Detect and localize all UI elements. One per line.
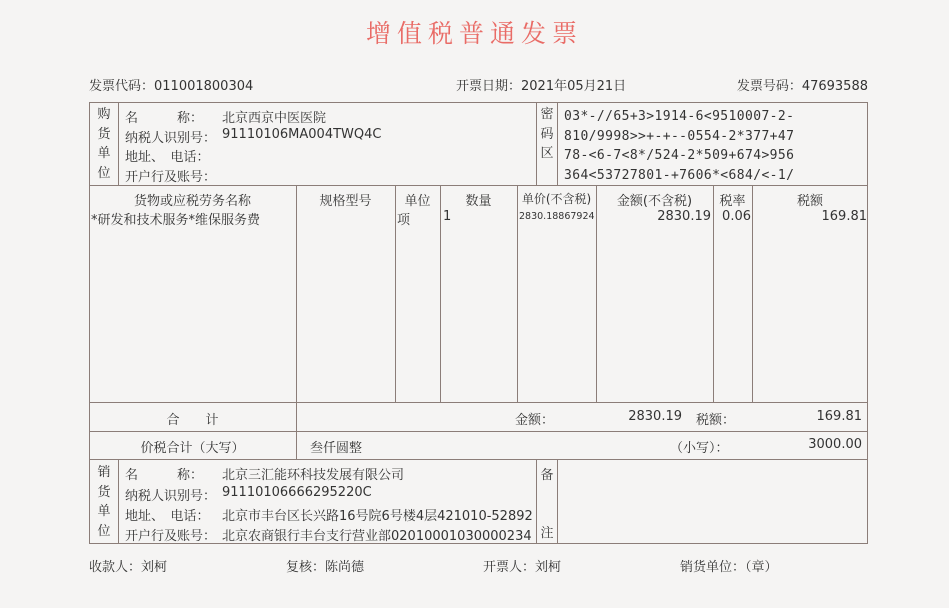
invoice-title: 增值税普通发票 [365,19,583,48]
rule-remarks-label-col [557,459,558,544]
invoice-date [456,75,626,94]
cipher-area-label: 密码区 [540,107,554,161]
rule-total-bottom [89,431,868,432]
payee-value: 刘柯 [141,560,168,575]
remarks-label-char: 备 [540,468,554,483]
footer-payee [89,556,167,575]
drawer-value: 刘柯 [535,560,562,575]
seller-section-label: 销货单位 [97,465,111,539]
invoice-code-label: 发票代码： [89,79,155,94]
rule-col-unit [440,185,441,402]
rule-grandtotal-bottom [89,459,868,460]
grand-total-label: 价税合计（大写） [140,441,245,456]
col-header-rate: 税率 [719,194,746,209]
item-name: *研发和技术服务*维保服务费 [91,213,261,228]
grand-total-small-label: （小写）： [670,441,729,456]
rule-col-spec [395,185,396,402]
buyer-name-label: 名 称： [125,111,204,126]
rule-seller-label-col [118,459,119,544]
invoice-number-value: 47693588 [801,79,868,94]
footer-drawer [483,556,561,575]
payee-label: 收款人： [89,560,142,575]
totals-amount-label: 金额： [515,413,555,428]
reviewer-label: 复核： [286,560,326,575]
item-qty: 1 [443,209,452,224]
invoice-code [89,75,253,94]
rule-col-name [296,185,297,431]
col-header-name: 货物或应税劳务名称 [133,194,251,209]
seller-tax-id-label: 纳税人识别号： [125,489,217,504]
seller-name-label: 名 称： [125,468,204,483]
cipher-line: 03*-//65+3>1914-6<9510007-2- [564,109,795,124]
item-tax: 169.81 [821,209,867,224]
col-header-qty: 数量 [465,194,492,209]
rule-col-qty [517,185,518,402]
buyer-tax-id-label: 纳税人识别号： [125,131,217,146]
col-header-unit: 单位 [404,194,431,209]
reviewer-value: 陈尚德 [325,560,365,575]
footer-reviewer [286,556,364,575]
buyer-section-label: 购货单位 [97,107,111,181]
buyer-name: 北京西京中医医院 [222,111,327,126]
rule-cipher-label-col [557,102,558,185]
remarks-label [537,464,557,540]
cipher-line: 78-<6-7<8*/524-2*509+674>956 [564,148,795,163]
item-price: 2830.18867924 [519,211,595,222]
buyer-bank-label: 开户行及账号： [125,170,217,185]
rule-grandtotal-col [296,431,297,459]
seller-tax-id: 91110106666295220C [222,485,372,500]
item-rate: 0.06 [722,209,751,224]
invoice-number-label: 发票号码： [736,79,802,94]
cipher-code [564,107,794,185]
item-unit: 项 [397,213,411,228]
buyer-tax-id: 91110106MA004TWQ4C [222,127,382,142]
totals-tax-label: 税额： [696,413,736,428]
cipher-line: 364<53727801-+7606*<684/<-1/ [564,167,795,183]
grand-total-words: 叁仟圆整 [310,441,363,456]
rule-buyer-label-col [118,102,119,185]
drawer-label: 开票人： [483,560,536,575]
seller-bank-label: 开户行及账号： [125,529,217,544]
rule-items-bottom [89,402,868,403]
invoice-number [737,75,868,94]
seller-address-label: 地址、 电话： [125,509,210,524]
col-header-price: 单价(不含税) [521,192,592,206]
buyer-address-label: 地址、 电话： [125,150,210,165]
totals-amount: 2830.19 [628,409,682,424]
item-amount: 2830.19 [657,209,711,224]
seller-name: 北京三汇能环科技发展有限公司 [222,468,405,483]
totals-tax: 169.81 [816,409,862,424]
grand-total-small: 3000.00 [808,437,862,452]
invoice-date-value: 2021年05月21日 [521,79,627,94]
cipher-line: 810/9998>>+-+--0554-2*377+47 [564,128,795,144]
invoice-date-label: 开票日期： [456,79,522,94]
col-header-tax: 税额 [796,194,823,209]
remarks-label-char: 注 [540,526,554,541]
seller-bank: 北京农商银行丰台支行营业部02010001030000234 [222,529,532,544]
col-header-amount: 金额(不含税) [616,194,693,209]
seller-address: 北京市丰台区长兴路16号院6号楼4层421010-52892 [222,509,533,524]
footer-seller-stamp: 销货单位：（章） [680,560,778,575]
col-header-spec: 规格型号 [319,194,372,209]
totals-label: 合 计 [166,413,219,428]
invoice-code-value: 011001800304 [154,79,254,94]
